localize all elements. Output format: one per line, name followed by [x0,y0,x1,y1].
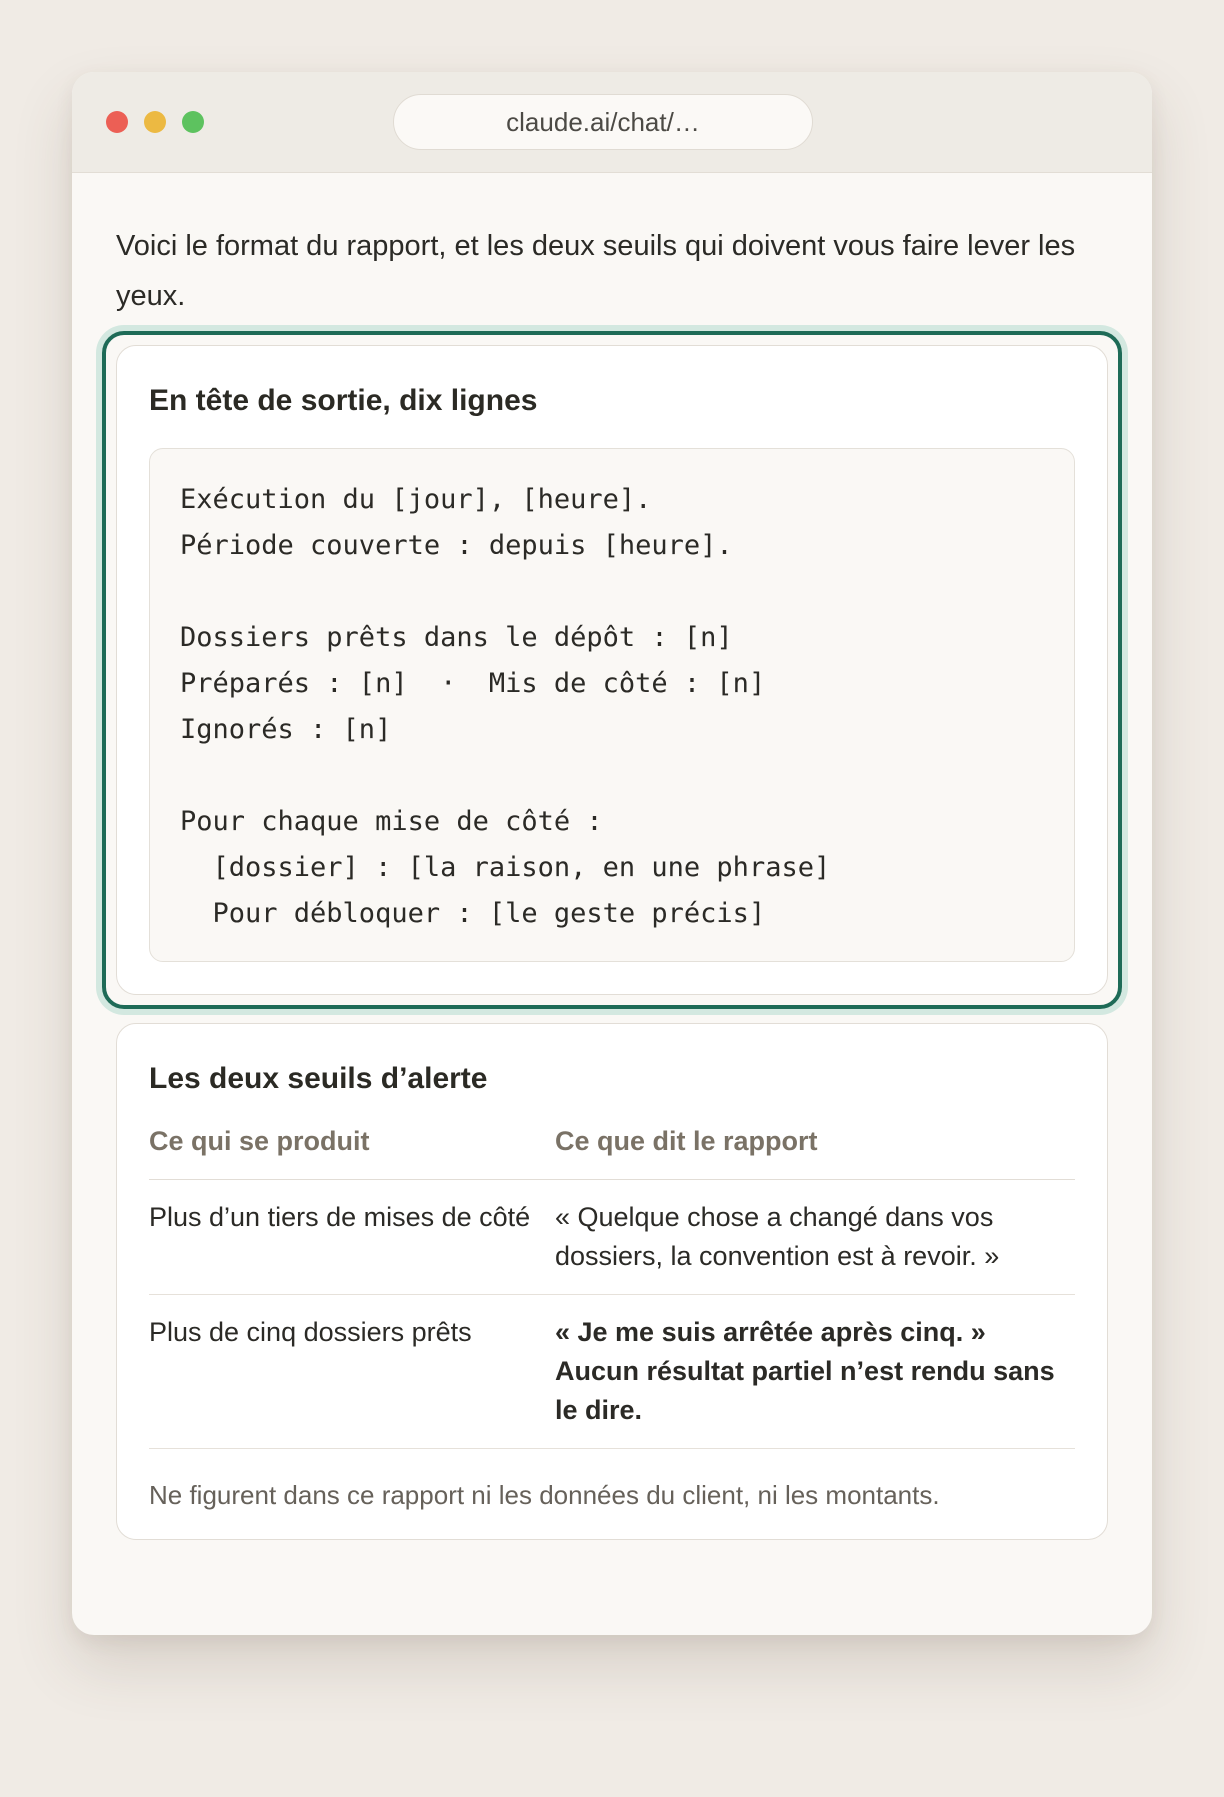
code-line: Ignorés : [n] [180,714,392,745]
message-cell: « Quelque chose a changé dans vos dossiers, la convention est à revoir. » [555,1180,1075,1295]
url-text: claude.ai/chat/… [506,106,700,137]
output-format-title: En tête de sortie, dix lignes [149,384,538,417]
code-line: Pour débloquer : [le geste précis] [180,898,766,929]
table-row [149,1180,1075,1295]
column-header-event: Ce qui se produit [149,1126,555,1180]
address-bar[interactable] [393,94,813,150]
alerts-table [149,1126,1075,1449]
alerts-card [116,1023,1108,1540]
code-line: Préparés : [n] · Mis de côté : [n] [180,668,766,699]
title-bar [72,72,1152,173]
footnote: Ne figurent dans ce rapport ni les données du client, ni les montants. [149,1480,940,1510]
event-cell: Plus d’un tiers de mises de côté [149,1180,555,1295]
code-line [180,753,1044,799]
table-row [149,1295,1075,1449]
code-line: Pour chaque mise de côté : [180,806,603,837]
selected-card-outline [102,331,1122,1009]
event-cell: Plus de cinq dossiers prêts [149,1295,555,1449]
message-cell: « Je me suis arrêtée après cinq. » Aucun résultat partiel n’est rendu sans le dire. [555,1295,1075,1449]
minimize-window-button[interactable] [144,111,166,133]
code-line: Dossiers prêts dans le dépôt : [n] [180,622,733,653]
column-header-message: Ce que dit le rapport [555,1126,1075,1180]
close-window-button[interactable] [106,111,128,133]
browser-window [72,72,1152,1635]
code-line: Période couverte : depuis [heure]. [180,530,733,561]
maximize-window-button[interactable] [182,111,204,133]
table-header-row [149,1126,1075,1180]
alerts-title: Les deux seuils d’alerte [149,1062,488,1095]
code-line [180,569,1044,615]
code-line: [dossier] : [la raison, en une phrase] [180,852,831,883]
code-line: Exécution du [jour], [heure]. [180,484,652,515]
code-block [149,448,1075,962]
intro-text: Voici le format du rapport, et les deux seuils qui doivent vous faire lever les yeux. [116,230,1076,312]
chat-message [72,173,1152,1540]
output-format-card[interactable] [116,345,1108,995]
